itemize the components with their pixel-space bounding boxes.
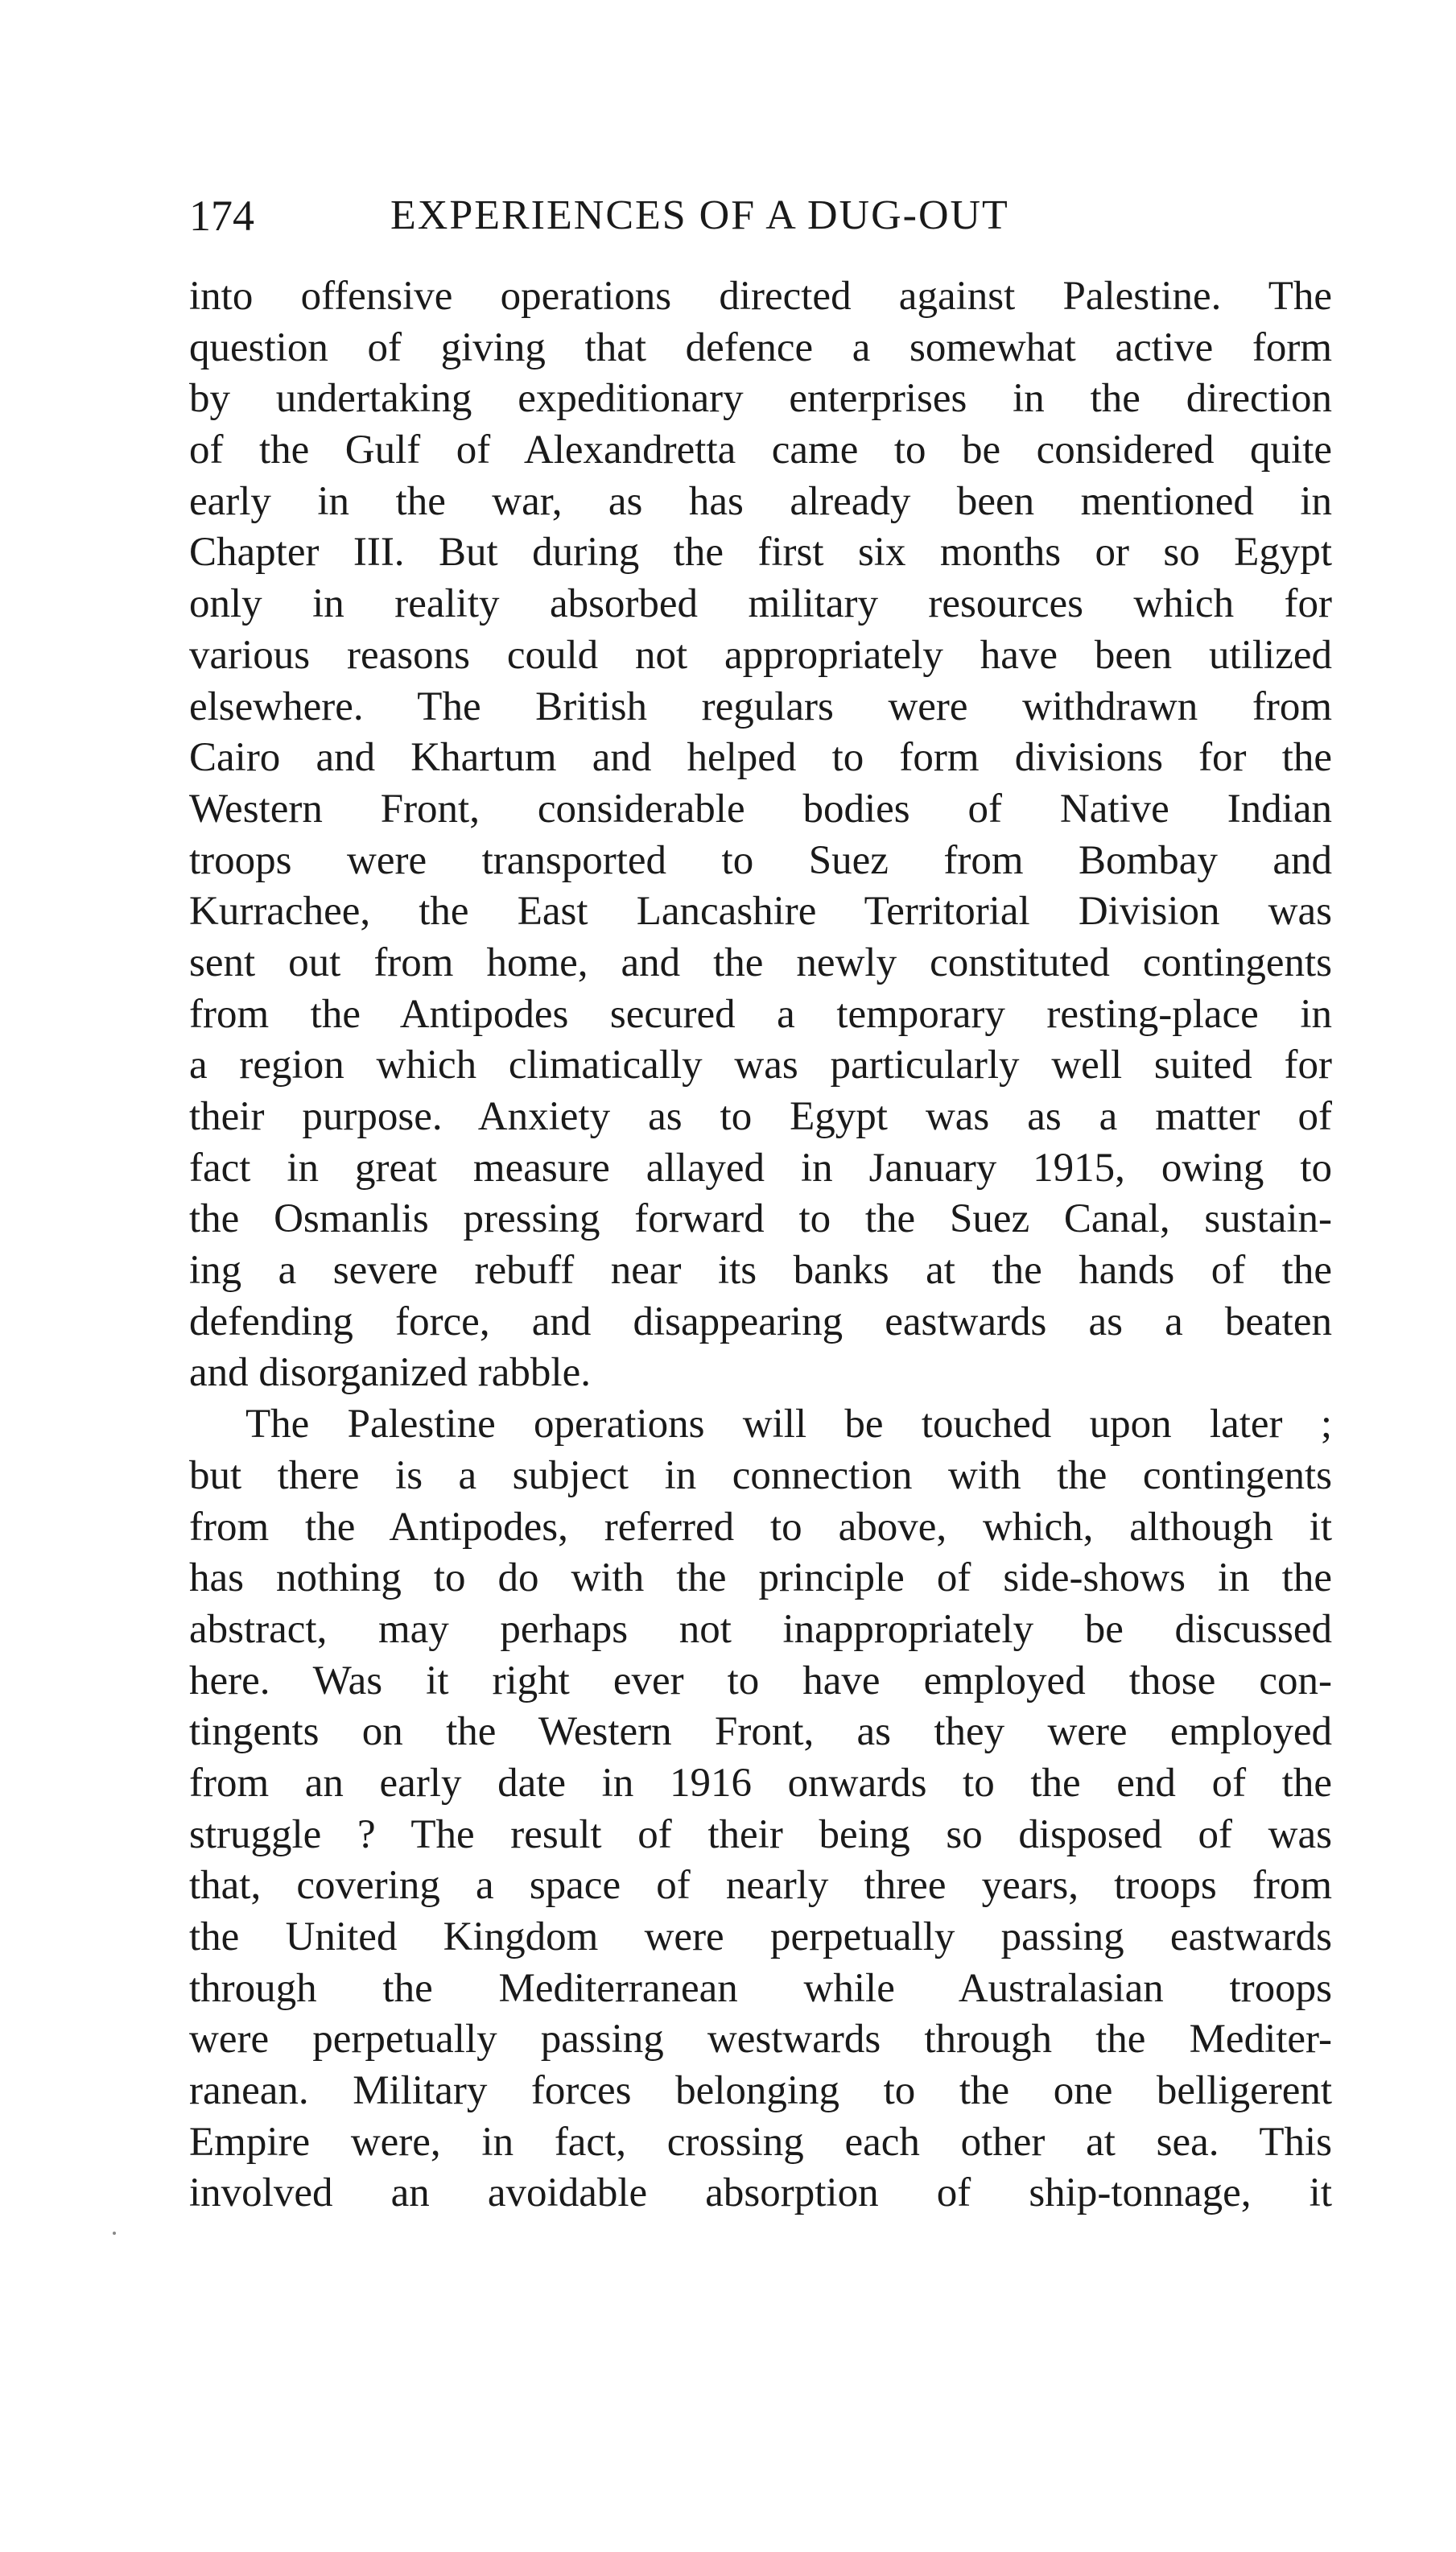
text-line: involved an avoidable absorption of ship-tonnage, it <box>189 2170 1332 2216</box>
text-line: struggle ? The result of their being so disposed of was <box>189 1811 1332 1857</box>
text-line: into offensive operations directed against Palestine. The <box>189 274 1332 319</box>
text-line: from the Antipodes, referred to above, which, although it <box>189 1504 1332 1550</box>
text-line: here. Was it right ever to have employed those con- <box>189 1658 1332 1703</box>
text-line: but there is a subject in connection with the contingents <box>189 1452 1332 1498</box>
text-line: sent out from home, and the newly constituted contingents <box>189 939 1332 985</box>
text-line: Empire were, in fact, crossing each other at sea. This <box>189 2119 1332 2165</box>
text-line: that, covering a space of nearly three years, troops from <box>189 1863 1332 1909</box>
paragraph-last-line: and disorganized rabble. <box>189 1350 591 1396</box>
text-line: from the Antipodes secured a temporary resting-place in <box>189 991 1332 1037</box>
text-line: the United Kingdom were perpetually passing eastwards <box>189 1914 1332 1959</box>
text-line: Chapter III. But during the first six months or so Egypt <box>189 530 1332 576</box>
text-line: fact in great measure allayed in January 1915, owing to <box>189 1145 1332 1191</box>
text-line: from an early date in 1916 onwards to the end of the <box>189 1760 1332 1806</box>
text-line: were perpetually passing westwards through the Mediter- <box>189 2017 1332 2063</box>
text-line: their purpose. Anxiety as to Egypt was as a matter of <box>189 1094 1332 1139</box>
text-line: abstract, may perhaps not inappropriately be discussed <box>189 1606 1332 1652</box>
text-line: by undertaking expeditionary enterprises in the direction <box>189 376 1332 422</box>
body-text <box>189 271 1332 2220</box>
text-line: question of giving that defence a somewhat active form <box>189 324 1332 370</box>
running-head <box>189 184 1332 248</box>
text-line: a region which climatically was particularly well suited for <box>189 1043 1332 1088</box>
text-line: early in the war, as has already been mentioned in <box>189 478 1332 524</box>
text-line: Western Front, considerable bodies of Native Indian <box>189 786 1332 832</box>
page-number: 174 <box>189 192 254 240</box>
text-line: troops were transported to Suez from Bombay and <box>189 837 1332 883</box>
text-line: ranean. Military forces belonging to the one belligerent <box>189 2068 1332 2114</box>
text-line: Cairo and Khartum and helped to form divisions for the <box>189 735 1332 781</box>
text-line: Kurrachee, the East Lancashire Territorial Division was <box>189 889 1332 935</box>
margin-speck <box>113 2232 116 2235</box>
text-line: through the Mediterranean while Australasian troops <box>189 1965 1332 2011</box>
text-line: tingents on the Western Front, as they were employed <box>189 1709 1332 1755</box>
text-line: ing a severe rebuff near its banks at the hands of the <box>189 1248 1332 1294</box>
running-title: EXPERIENCES OF A DUG-OUT <box>390 192 1009 238</box>
paragraph-first-line: The Palestine operations will be touched upon later ; <box>245 1402 1332 1447</box>
text-line: elsewhere. The British regulars were withdrawn from <box>189 683 1332 729</box>
text-line: has nothing to do with the principle of side-shows in the <box>189 1555 1332 1601</box>
text-line: various reasons could not appropriately have been utilized <box>189 632 1332 678</box>
text-line: defending force, and disappearing eastwards as a beaten <box>189 1299 1332 1344</box>
text-line: of the Gulf of Alexandretta came to be considered quite <box>189 427 1332 473</box>
text-line: the Osmanlis pressing forward to the Suez Canal, sustain- <box>189 1196 1332 1242</box>
text-line: only in reality absorbed military resources which for <box>189 581 1332 627</box>
